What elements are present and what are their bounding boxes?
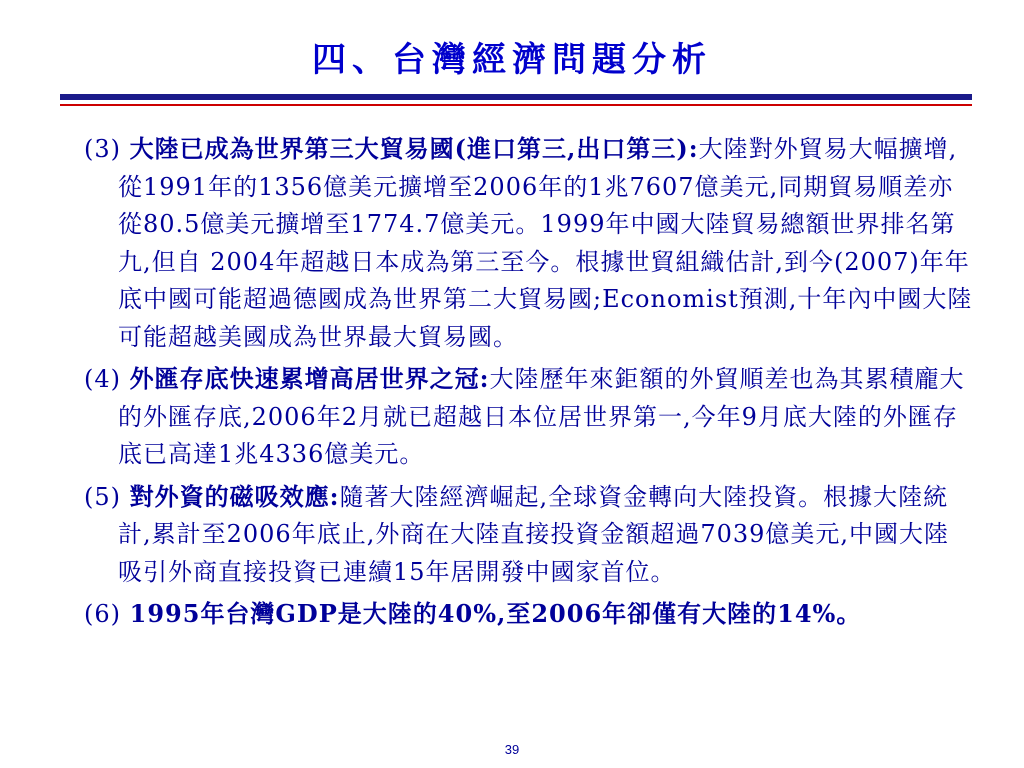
paragraph-heading: 大陸已成為世界第三大貿易國(進口第三,出口第三): (129, 134, 699, 163)
paragraph-3 (84, 130, 974, 356)
paragraph-5 (84, 478, 974, 592)
paragraph-body: 隨著大陸經濟崛起,全球資金轉向大陸投資。根據大陸統計,累計至2006年底止,外商在大陸直接投資金額超過7039億美元,中國大陸吸引外商直接投資已連續15年居開發中國家首位。 (118, 482, 950, 586)
paragraph-marker: (3) (84, 135, 121, 163)
paragraph-6 (84, 595, 974, 634)
slide-body (84, 130, 974, 638)
paragraph-body: 大陸歷年來鉅額的外貿順差也為其累積龐大的外匯存底,2006年2月就已超越日本位居世界第一,今年9月底大陸的外匯存底已高達1兆4336億美元。 (118, 365, 965, 468)
paragraph-heading: 外匯存底快速累增高居世界之冠: (129, 364, 490, 393)
paragraph-marker: (5) (84, 482, 121, 511)
paragraph-marker: (6) (84, 600, 121, 628)
paragraph-marker: (4) (84, 365, 121, 393)
paragraph-body: 大陸對外貿易大幅擴增,從1991年的1356億美元擴增至2006年的1兆7607億美元,同期貿易順差亦從80.5億美元擴增至1774.7億美元。1999年中國大陸貿易總額世界排名第九,但自 2004年超越日本成為第三至今。根據世貿組織估計,到今(2007)年年底中國可能超過德國成為世界第二大貿易國;Economist預測,十年內中國大陸可能超越美國成為世界最大貿易國。 (118, 135, 973, 351)
title-divider-thick (60, 94, 972, 100)
slide-title: 四、台灣經濟問題分析 (312, 40, 712, 80)
page-number: 39 (504, 742, 520, 757)
paragraph-heading: 對外資的磁吸效應: (129, 481, 340, 511)
title-divider-thin (60, 104, 972, 106)
paragraph-4 (84, 360, 974, 474)
paragraph-heading: 1995年台灣GDP是大陸的40%,至2006年卻僅有大陸的14%。 (129, 599, 862, 628)
